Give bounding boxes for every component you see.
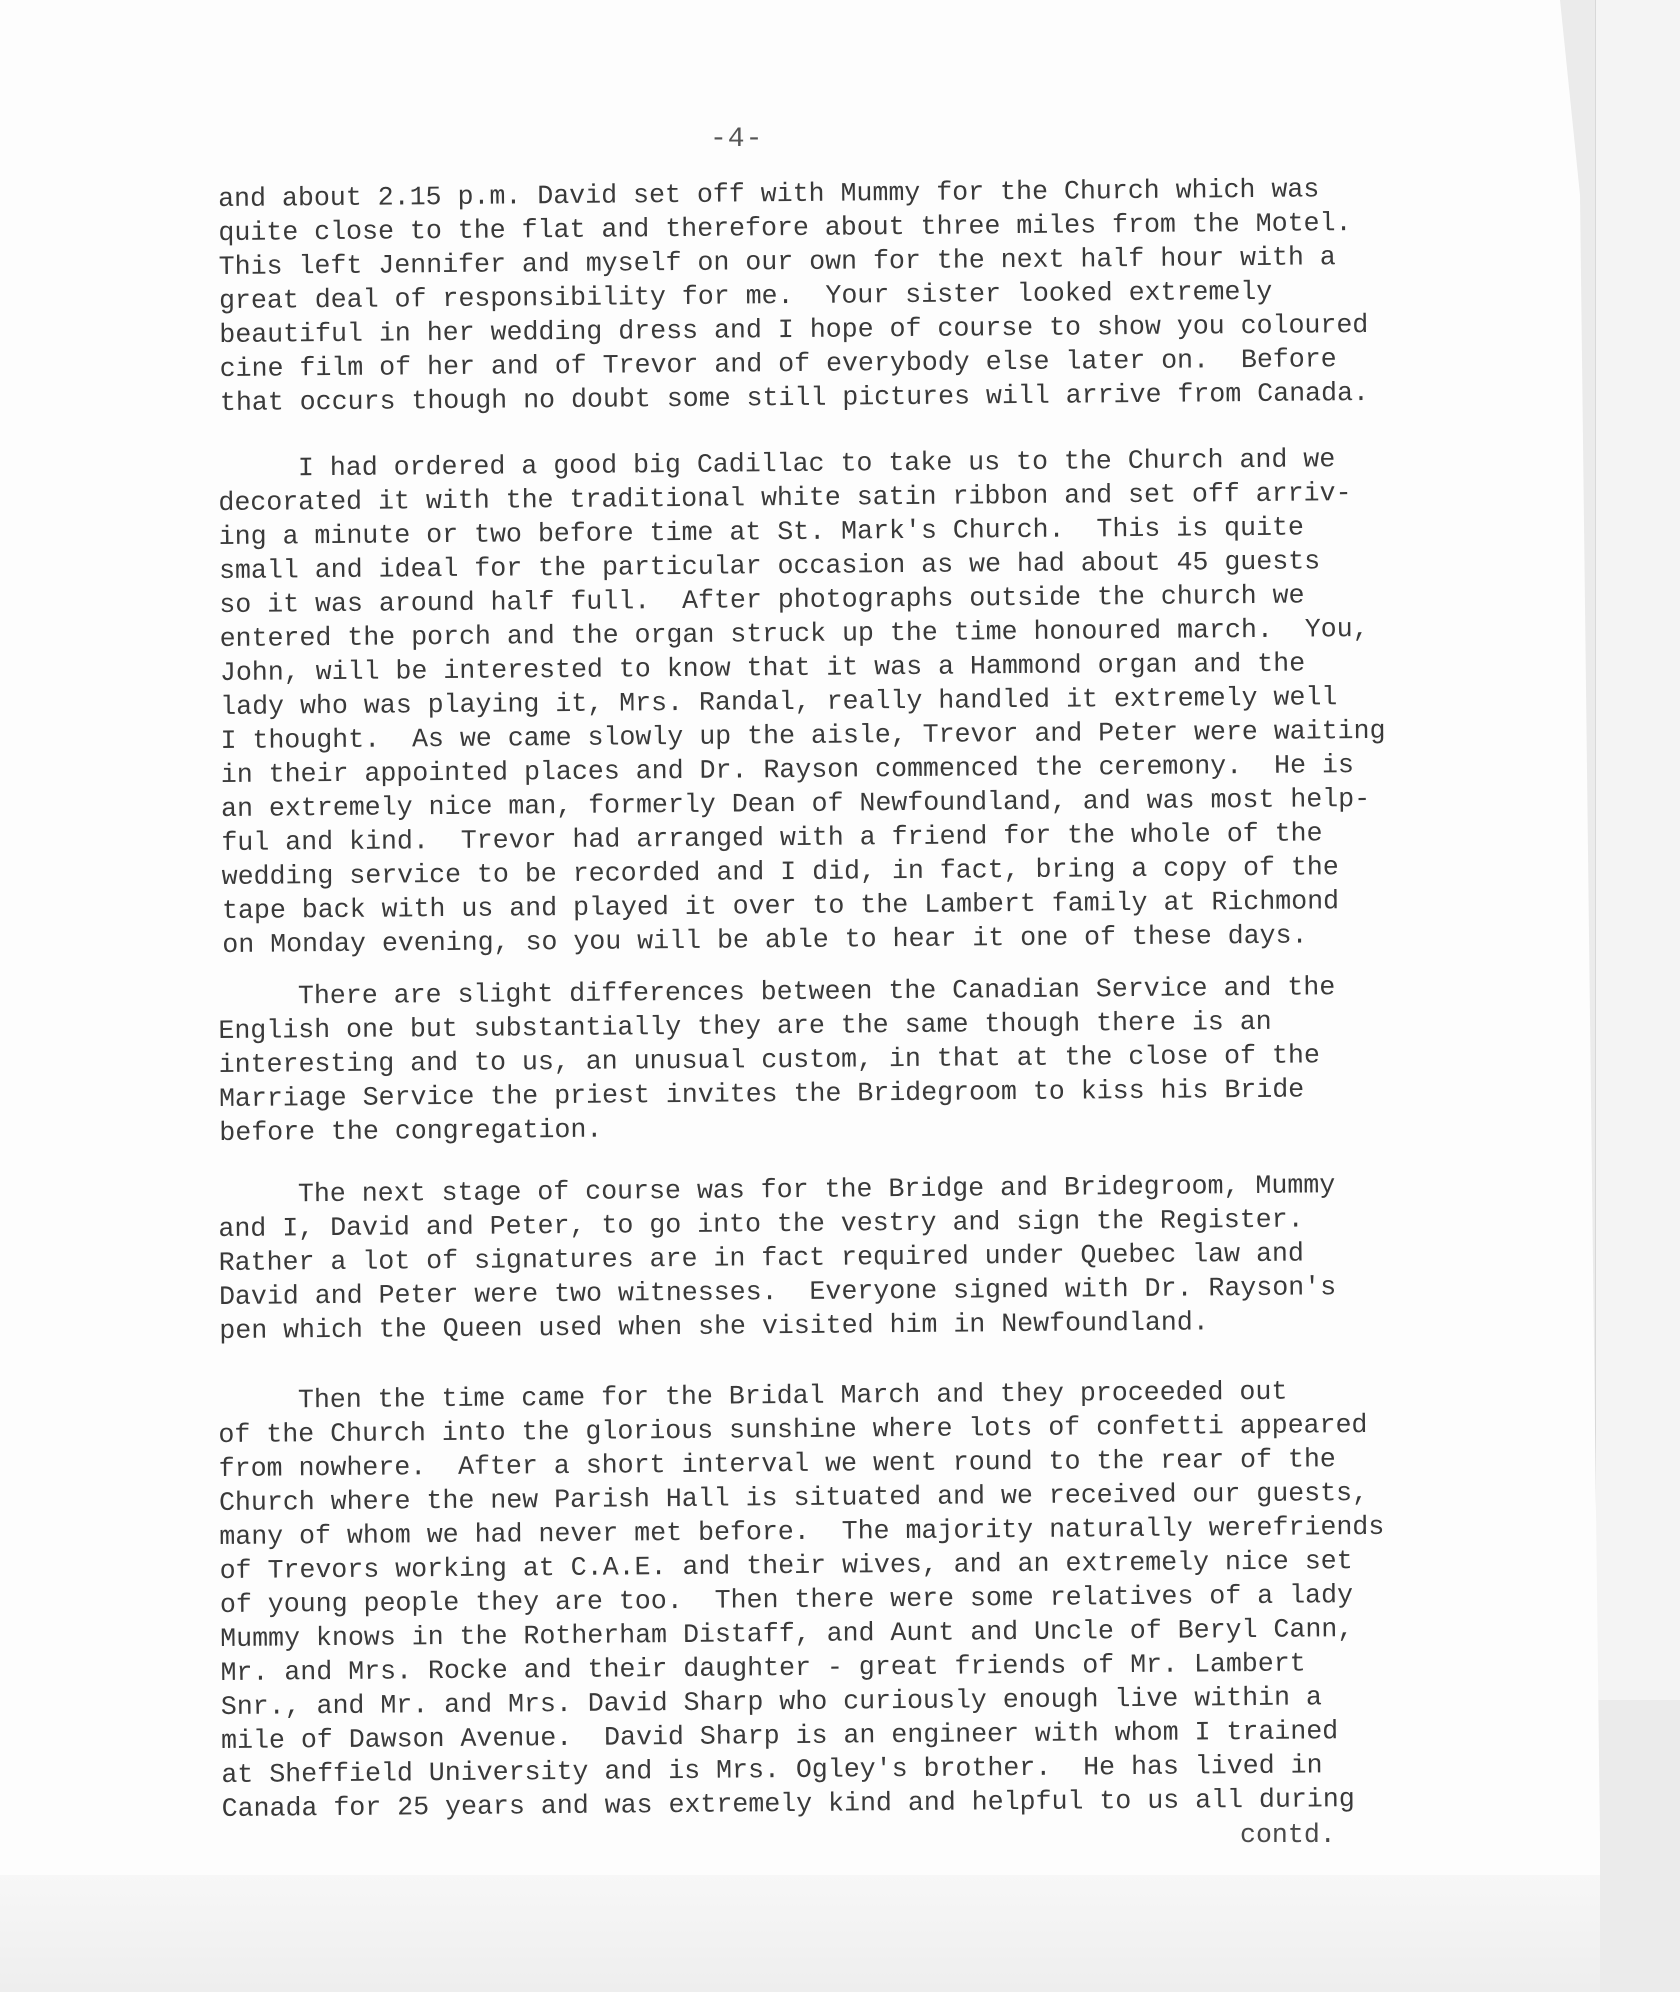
text-line: great deal of responsibility for me. Your sister looked extremely <box>218 276 1273 316</box>
text-line: on Monday evening, so you will be able to hear it one of these days. <box>222 920 1308 960</box>
text-line: Canada for 25 years and was extremely kind and helpful to us all during <box>221 1784 1355 1824</box>
text-line: that occurs though no doubt some still pictures will arrive from Canada. <box>219 377 1370 418</box>
paragraph-2 <box>218 441 1462 962</box>
text-line: The next stage of course was for the Bridge and Bridegroom, Mummy <box>218 1170 1336 1210</box>
text-line: mile of Dawson Avenue. David Sharp is an engineer with whom I trained <box>220 1716 1339 1756</box>
paragraph-5 <box>218 1373 1462 1826</box>
text-line: wedding service to be recorded and I did, in fact, bring a copy of the <box>221 852 1339 892</box>
text-line: pen which the Queen used when she visited him in Newfoundland. <box>219 1307 1209 1346</box>
text-line: quite close to the flat and therefore about three miles from the Motel. <box>218 208 1352 248</box>
text-line: and about 2.15 p.m. David set off with Mummy for the Church which was <box>218 174 1320 214</box>
continuation-note: contd. <box>1240 1820 1336 1850</box>
text-line: from nowhere. After a short interval we went round to the rear of the <box>218 1444 1336 1484</box>
paragraph-1 <box>218 171 1460 420</box>
text-line: before the congregation. <box>219 1114 603 1148</box>
text-line: There are slight differences between the Canadian Service and the <box>218 972 1336 1012</box>
text-line: Church where the new Parish Hall is situated and we received our guests, <box>218 1477 1369 1518</box>
text-line: Mr. and Mrs. Rocke and their daughter - great friends of Mr. Lambert <box>220 1648 1306 1688</box>
text-line: John, will be interested to know that it was a Hammond organ and the <box>219 648 1306 688</box>
text-line: of young people they are too. Then there were some relatives of a lady <box>219 1580 1354 1620</box>
paragraph-3 <box>218 969 1459 1150</box>
text-line: beautiful in her wedding dress and I hope of course to show you coloured <box>219 309 1369 350</box>
text-line: so it was around half full. After photographs outside the church we <box>219 580 1305 620</box>
text-line: in their appointed places and Dr. Rayson commenced the ceremony. He is <box>220 750 1354 790</box>
text-line: English one but substantially they are the same though there is an <box>218 1006 1272 1046</box>
text-line: Snr., and Mr. and Mrs. David Sharp who curiously enough live within a <box>220 1682 1323 1722</box>
text-line: of Trevors working at C.A.E. and their wives, and an extremely nice set <box>219 1546 1353 1586</box>
text-line: David and Peter were two witnesses. Everyone signed with Dr. Rayson's <box>218 1272 1337 1312</box>
text-line: entered the porch and the organ struck up the time honoured march. You, <box>219 613 1369 654</box>
text-line: Mummy knows in the Rotherham Distaff, and Aunt and Uncle of Beryl Cann, <box>220 1614 1354 1654</box>
text-line: I had ordered a good big Cadillac to take us to the Church and we <box>218 444 1336 484</box>
text-line: ing a minute or two before time at St. Mark's Church. This is quite <box>218 512 1305 552</box>
text-line: lady who was playing it, Mrs. Randal, really handled it extremely well <box>220 682 1338 722</box>
text-line: Then the time came for the Bridal March and they proceeded out <box>218 1376 1288 1416</box>
paragraph-4 <box>218 1167 1459 1348</box>
text-line: Rather a lot of signatures are in fact required under Quebec law and <box>218 1238 1305 1278</box>
text-line: of the Church into the glorious sunshine where lots of confetti appeared <box>218 1409 1368 1450</box>
text-line: interesting and to us, an unusual custom, in that at the close of the <box>218 1040 1321 1080</box>
text-line: and I, David and Peter, to go into the vestry and sign the Register. <box>218 1204 1304 1244</box>
text-line: This left Jennifer and myself on our own for the next half hour with a <box>218 242 1336 282</box>
text-line: many of whom we had never met before. The majority naturally werefriends <box>219 1511 1385 1552</box>
text-line: I thought. As we came slowly up the aisle, Trevor and Peter were waiting <box>220 715 1386 756</box>
page-number: -4- <box>710 124 764 155</box>
text-line: an extremely nice man, formerly Dean of Newfoundland, and was most help- <box>220 783 1371 824</box>
text-line: decorated it with the traditional white satin ribbon and set off arriv- <box>218 478 1352 518</box>
text-line: Marriage Service the priest invites the Bridegroom to kiss his Bride <box>218 1074 1305 1114</box>
text-line: tape back with us and played it over to the Lambert family at Richmond <box>221 886 1340 926</box>
page-bottom-shade <box>0 1875 1680 1992</box>
text-line: cine film of her and of Trevor and of everybody else later on. Before <box>219 344 1337 384</box>
text-line: ful and kind. Trevor had arranged with a friend for the whole of the <box>221 818 1323 858</box>
backing-sheet <box>1595 0 1680 1700</box>
text-line: small and ideal for the particular occasion as we had about 45 guests <box>218 546 1321 586</box>
text-line: at Sheffield University and is Mrs. Ogley's brother. He has lived in <box>221 1750 1323 1790</box>
